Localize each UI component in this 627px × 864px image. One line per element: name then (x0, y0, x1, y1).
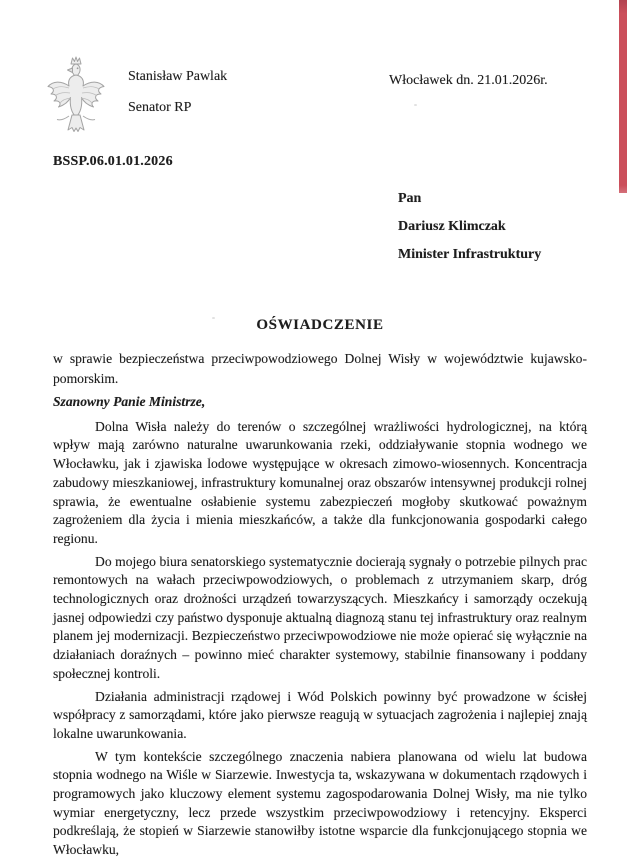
letter-body (53, 393, 587, 864)
sender-name: Stanisław Pawlak (128, 69, 228, 84)
paragraph: Dolna Wisła należy do terenów o szczególnej wrażliwości hydrologicznej, na którą wpływ mają zarówno naturalne uwarunkowania rzeki, oddziaływanie stopnia wodnego we Włocławku, jak i zjawiska lodowe występujące w okresach zimowo-wiosennych. Koncentracja zabudowy mieszkaniowej, infrastruktury komunalnej oraz obszarów intensywnej produkcji rolnej sprawia, że ewentualne osłabienie systemu zabezpieczeń mogłoby skutkować poważnym zagrożeniem dla życia i mienia mieszkańców, a także dla funkcjonowania gospodarki całego regionu. (53, 418, 587, 546)
recipient-block (398, 185, 541, 269)
sender-title: Senator RP (128, 100, 192, 115)
scan-speck (414, 104, 417, 106)
recipient-position: Minister Infrastruktury (398, 247, 542, 262)
red-edge-stripe (619, 0, 627, 193)
polish-eagle-icon (45, 55, 107, 139)
paragraph: Działania administracji rządowej i Wód Polskich powinny być prowadzone w ścisłej współpracy z samorządami, które jako pierwsze reagują w sytuacjach zagrożenia i najlepiej znają lokalne uwarunkowania. (53, 688, 587, 741)
recipient-honorific: Pan (398, 191, 422, 206)
paragraph: W tym kontekście szczególnego znaczenia nabiera planowana od wielu lat budowa stopnia wodnego na Wiśle w Siarzewie. Inwestycja ta, wskazywana w dokumentach rządowych i programowych jako kluczowy element systemu zagospodarowania Dolnej Wisły, ma nie tylko wymiar energetyczny, lecz przede wszystkim przeciwpowodziowy i retencyjny. Eksperci podkreślają, że stopień w Siarzewie stanowiłby istotne wsparcie dla funkcjonującego stopnia we Włocławku, (53, 748, 587, 858)
place-and-date: Włocławek dn. 21.01.2026r. (389, 73, 548, 88)
paragraph: Do mojego biura senatorskiego systematycznie docierają sygnały o potrzebie pilnych prac remontowych na wałach przeciwpowodziowych, o problemach z utrzymaniem skarp, dróg technologicznych oraz drożności urządzeń towarzyszących. Mieszkańcy i samorządy oczekują jasnej odpowiedzi czy państwo dysponuje aktualną diagnozą stanu tej infrastruktury oraz realnym planem jej modernizacji. Bezpieczeństwo przeciwpowodziowe nie może opierać się wyłącznie na działaniach doraźnych – powinno mieć charakter systemowy, stabilnie finansowany i poddany społecznej kontroli. (53, 553, 587, 681)
recipient-name: Dariusz Klimczak (398, 219, 506, 234)
sender-block (128, 69, 227, 116)
salutation: Szanowny Panie Ministrze, (53, 394, 206, 409)
statement-title: OŚWIADCZENIE (256, 317, 384, 333)
reference-number: BSSP.06.01.01.2026 (53, 154, 173, 169)
statement-subject: w sprawie bezpieczeństwa przeciwpowodziowego Dolnej Wisły w województwie kujawsko-pomorskim. (53, 351, 587, 386)
